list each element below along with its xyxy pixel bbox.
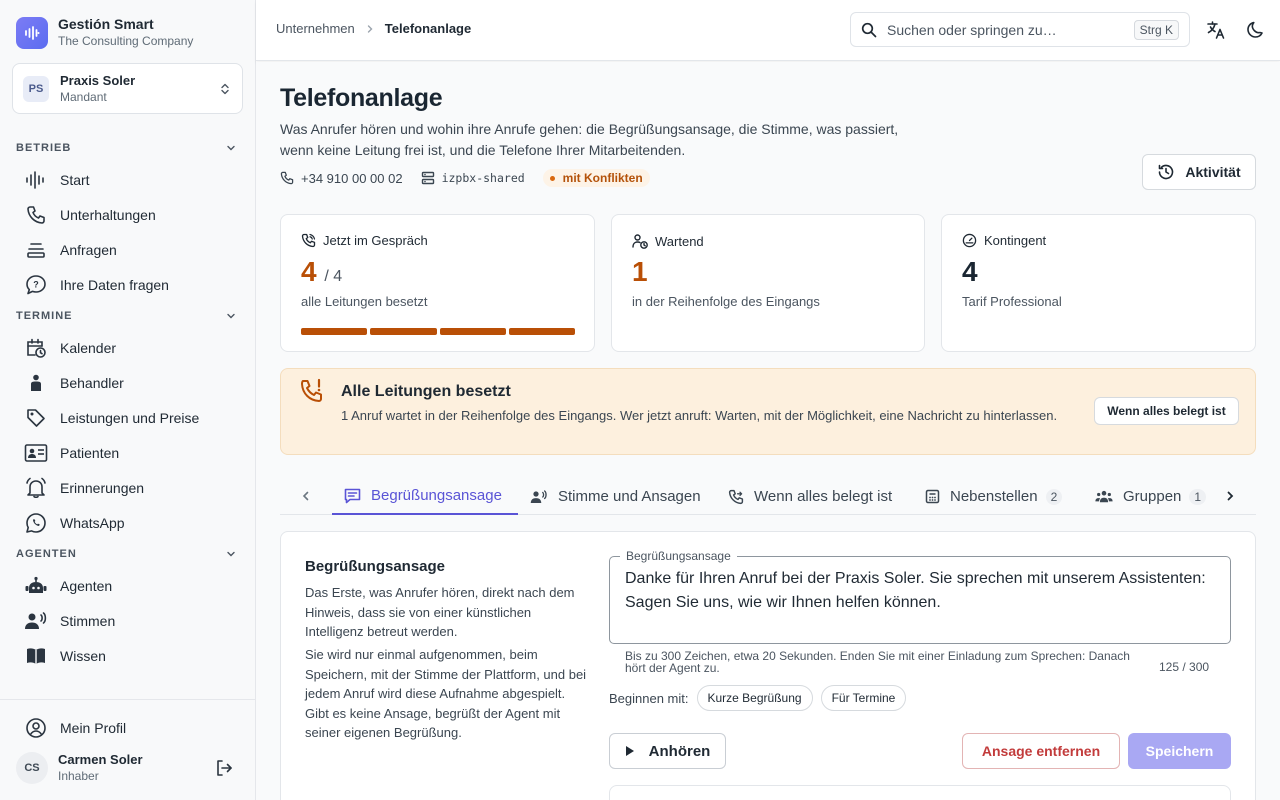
tag-icon	[24, 406, 48, 430]
line-usage-bars	[301, 328, 575, 336]
status-dot	[550, 176, 555, 181]
sidebar-item-label: Agenten	[60, 577, 113, 594]
line-usage-segment	[509, 328, 575, 335]
chevron-up-down-icon	[218, 82, 232, 96]
tenant-switcher[interactable]	[12, 63, 243, 114]
brand-logo-icon	[16, 17, 48, 49]
remove-greeting-button[interactable]: Ansage entfernen	[962, 733, 1120, 769]
search-shortcut: Strg K	[1134, 20, 1179, 40]
line-usage-segment	[370, 328, 436, 335]
tab-nebenstellen[interactable]	[925, 478, 1062, 515]
nav-section-title: BETRIEB	[16, 142, 72, 154]
stat-value-total: / 4	[324, 268, 343, 285]
brand[interactable]	[16, 16, 193, 49]
user-name: Carmen Soler	[58, 752, 143, 767]
brand-name: Gestión Smart	[58, 16, 154, 32]
sidebar-item-label: Kalender	[60, 339, 117, 356]
search-icon	[861, 22, 877, 38]
phone-number	[280, 171, 403, 186]
panel-title: Begrüßungsansage	[305, 558, 446, 575]
top-bar	[256, 0, 1280, 61]
greeting-text: Danke für Ihren Anruf bei der Praxis Soler. Sie sprechen mit unserem Assistenten: Sagen Sie uns, wie wir Ihnen helfen können.	[625, 570, 1206, 611]
tab-scroll-right-icon[interactable]	[1220, 486, 1240, 506]
moon-icon[interactable]	[1243, 18, 1267, 42]
play-label: Anhören	[648, 742, 711, 760]
alert-title: Alle Leitungen besetzt	[341, 383, 511, 400]
tenant-role: Mandant	[60, 89, 107, 104]
logout-icon[interactable]	[212, 756, 236, 780]
chip-kurze-begruessung[interactable]: Kurze Begrüßung	[697, 685, 813, 711]
sidebar-item-label: Anfragen	[60, 241, 117, 258]
activity-label: Aktivität	[1185, 164, 1241, 180]
sidebar-item-label: Leistungen und Preise	[60, 409, 200, 426]
user-role: Inhaber	[58, 769, 99, 783]
sidebar-item-erinnerungen[interactable]	[0, 470, 255, 505]
tab-label: Gruppen	[1123, 488, 1182, 505]
starters-label: Beginnen mit:	[609, 690, 689, 706]
profile-label: Mein Profil	[60, 719, 127, 736]
play-icon	[625, 745, 649, 757]
sidebar-item-leistungen[interactable]	[0, 400, 255, 435]
nav-section-agenten[interactable]	[0, 540, 255, 568]
sidebar-item-start[interactable]	[0, 162, 255, 197]
sidebar-item-label: Erinnerungen	[60, 479, 145, 496]
field-label: Begrüßungsansage	[620, 549, 737, 563]
tenant-name: Praxis Soler	[60, 72, 136, 88]
tab-count: 2	[1046, 489, 1063, 505]
stat-card-quota	[941, 214, 1256, 352]
chevron-down-icon	[225, 142, 237, 154]
sidebar-item-label: Patienten	[60, 444, 120, 461]
stat-label: Kontingent	[984, 233, 1047, 248]
field-hint: Bis zu 300 Zeichen, etwa 20 Sekunden. Enden Sie mit einer Einladung zum Sprechen: Danach hört der Agent zu.	[625, 649, 1130, 675]
sidebar-item-profile[interactable]	[0, 710, 255, 745]
character-counter: 125 / 300	[1159, 660, 1210, 674]
stat-label: Jetzt im Gespräch	[323, 233, 428, 248]
stat-card-waiting	[611, 214, 925, 352]
server-icon	[421, 171, 442, 185]
calendar-clock-icon	[24, 336, 48, 360]
phone-forward-icon	[728, 489, 754, 505]
breadcrumb	[276, 21, 471, 36]
tab-gruppen[interactable]	[1095, 478, 1206, 515]
svg-text:?: ?	[33, 279, 39, 289]
nav-section-title: TERMINE	[16, 310, 73, 322]
phone-number-text: +34 910 00 00 02	[301, 170, 403, 186]
waiting-caller-icon	[632, 233, 655, 249]
sidebar-item-behandler[interactable]	[0, 365, 255, 400]
sidebar-item-anfragen[interactable]	[0, 232, 255, 267]
greeting-panel	[280, 531, 1256, 800]
keypad-icon	[925, 489, 950, 504]
panel-description: Das Erste, was Anrufer hören, direkt nach dem Hinweis, dass sie von einer künstlichen Intelligenz betreut werden.	[305, 585, 575, 639]
breadcrumb-current: Telefonanlage	[384, 21, 472, 36]
chevron-down-icon	[225, 310, 237, 322]
gauge-icon	[962, 233, 984, 248]
system-meta	[280, 169, 650, 187]
chevron-right-icon	[365, 24, 375, 34]
greeting-textarea[interactable]	[609, 549, 1231, 644]
page-title: Telefonanlage	[280, 84, 443, 112]
id-card-icon	[24, 441, 48, 465]
sidebar-item-label: Start	[60, 171, 90, 188]
stat-card-active-calls	[280, 214, 595, 352]
sidebar-item-label: Stimmen	[60, 612, 116, 629]
brand-subtitle: The Consulting Company	[58, 34, 194, 48]
voice-icon	[24, 609, 48, 633]
stat-subtitle: in der Reihenfolge des Eingangs	[632, 294, 820, 309]
stat-value	[301, 255, 342, 294]
sidebar-item-unterhaltungen[interactable]	[0, 197, 255, 232]
message-icon	[344, 488, 371, 504]
stat-value: 4	[962, 256, 978, 287]
nav-section-betrieb[interactable]	[0, 134, 255, 162]
server-name-text: izpbx-shared	[441, 171, 525, 185]
nav-section-title: AGENTEN	[16, 548, 77, 560]
tab-stimme-und-ansagen[interactable]	[530, 478, 701, 515]
sidebar-item-label: Unterhaltungen	[60, 206, 156, 223]
when-busy-button[interactable]: Wenn alles belegt ist	[1094, 397, 1239, 425]
page-description: Was Anrufer hören und wohin ihre Anrufe gehen: die Begrüßungsansage, die Stimme, was passiert, wenn keine Leitung frei ist, und die Telefone Ihrer Mitarbeitenden.	[280, 121, 899, 158]
search-placeholder: Suchen oder springen zu…	[887, 21, 1057, 38]
alert-text: 1 Anruf wartet in der Reihenfolge des Eingangs. Wer jetzt anruft: Warten, mit der Möglichkeit, eine Nachricht zu hinterlassen.	[341, 408, 1058, 423]
stat-subtitle: alle Leitungen besetzt	[301, 294, 428, 309]
tab-scroll-left-icon[interactable]	[296, 486, 316, 506]
panel-description-detail: Sie wird nur einmal aufgenommen, beim Speichern, mit der Stimme der Plattform, und bei jedem Anruf wird diese Aufnahme abgespielt. Gibt es keine Ansage, begrüßt der Agent mit seiner eigenen Begrüßung.	[305, 647, 587, 740]
sidebar-item-agenten[interactable]	[0, 568, 255, 603]
sidebar-item-stimmen[interactable]	[0, 603, 255, 638]
waveform-icon	[24, 168, 48, 192]
stat-value-number: 4	[301, 256, 317, 287]
sidebar-item-label: Wissen	[60, 647, 106, 664]
activity-button[interactable]	[1142, 154, 1256, 190]
person-icon	[24, 371, 48, 395]
tab-wenn-alles-belegt[interactable]	[728, 478, 892, 515]
sidebar-item-patienten[interactable]	[0, 435, 255, 470]
user-card	[0, 752, 255, 784]
search-input[interactable]	[850, 12, 1190, 47]
play-button[interactable]	[609, 733, 726, 769]
nav-section-termine[interactable]	[0, 302, 255, 330]
robot-icon	[24, 574, 48, 598]
stat-label-row	[301, 233, 428, 248]
lines-busy-alert	[280, 368, 1256, 455]
sidebar-item-label: WhatsApp	[60, 514, 125, 531]
status-text: mit Konflikten	[562, 171, 643, 185]
stat-label-row	[632, 233, 704, 249]
tab-begruessungsansage[interactable]	[332, 478, 518, 515]
stat-subtitle: Tarif Professional	[962, 294, 1062, 309]
group-icon	[1095, 489, 1123, 504]
tenant-badge: PS	[23, 76, 49, 102]
bell-icon	[24, 476, 48, 500]
tab-bar	[280, 478, 1256, 515]
history-icon	[1157, 163, 1185, 181]
sidebar-item-wissen[interactable]	[0, 638, 255, 673]
sidebar	[0, 0, 256, 800]
secondary-card	[609, 785, 1231, 800]
line-usage-segment	[440, 328, 506, 335]
phone-icon	[24, 203, 48, 227]
phone-alert-icon	[299, 377, 325, 405]
server-name	[421, 171, 525, 185]
stat-value: 1	[632, 256, 648, 287]
sidebar-item-label: Behandler	[60, 374, 124, 391]
chat-bubble-icon	[24, 273, 48, 297]
sidebar-footer	[0, 699, 255, 800]
main-nav	[0, 134, 255, 699]
phone-icon	[280, 171, 301, 185]
voice-icon	[530, 489, 558, 505]
sidebar-item-label: Ihre Daten fragen	[60, 276, 169, 293]
starter-chips	[609, 685, 906, 711]
chip-fuer-termine[interactable]: Für Termine	[821, 685, 907, 711]
phone-call-icon	[301, 233, 323, 248]
avatar: CS	[16, 752, 48, 784]
sidebar-item-kalender[interactable]	[0, 330, 255, 365]
tab-label: Wenn alles belegt ist	[754, 488, 893, 505]
book-icon	[24, 644, 48, 668]
tab-count: 1	[1189, 489, 1206, 505]
main-content	[256, 62, 1280, 800]
whatsapp-icon	[24, 511, 48, 535]
sidebar-item-whatsapp[interactable]	[0, 505, 255, 540]
chevron-down-icon	[225, 548, 237, 560]
breadcrumb-parent[interactable]: Unternehmen	[276, 21, 355, 36]
status-badge	[543, 169, 650, 187]
line-usage-segment	[301, 328, 367, 335]
save-button[interactable]: Speichern	[1128, 733, 1231, 769]
translate-icon[interactable]	[1204, 18, 1228, 42]
tab-label: Begrüßungsansage	[371, 487, 502, 504]
stat-label: Wartend	[655, 233, 704, 249]
tab-label: Stimme und Ansagen	[558, 488, 701, 505]
stat-label-row	[962, 233, 1046, 248]
sidebar-item-daten-fragen[interactable]	[0, 267, 255, 302]
stack-icon	[24, 238, 48, 262]
tab-label: Nebenstellen	[950, 488, 1038, 505]
user-circle-icon	[24, 716, 48, 740]
